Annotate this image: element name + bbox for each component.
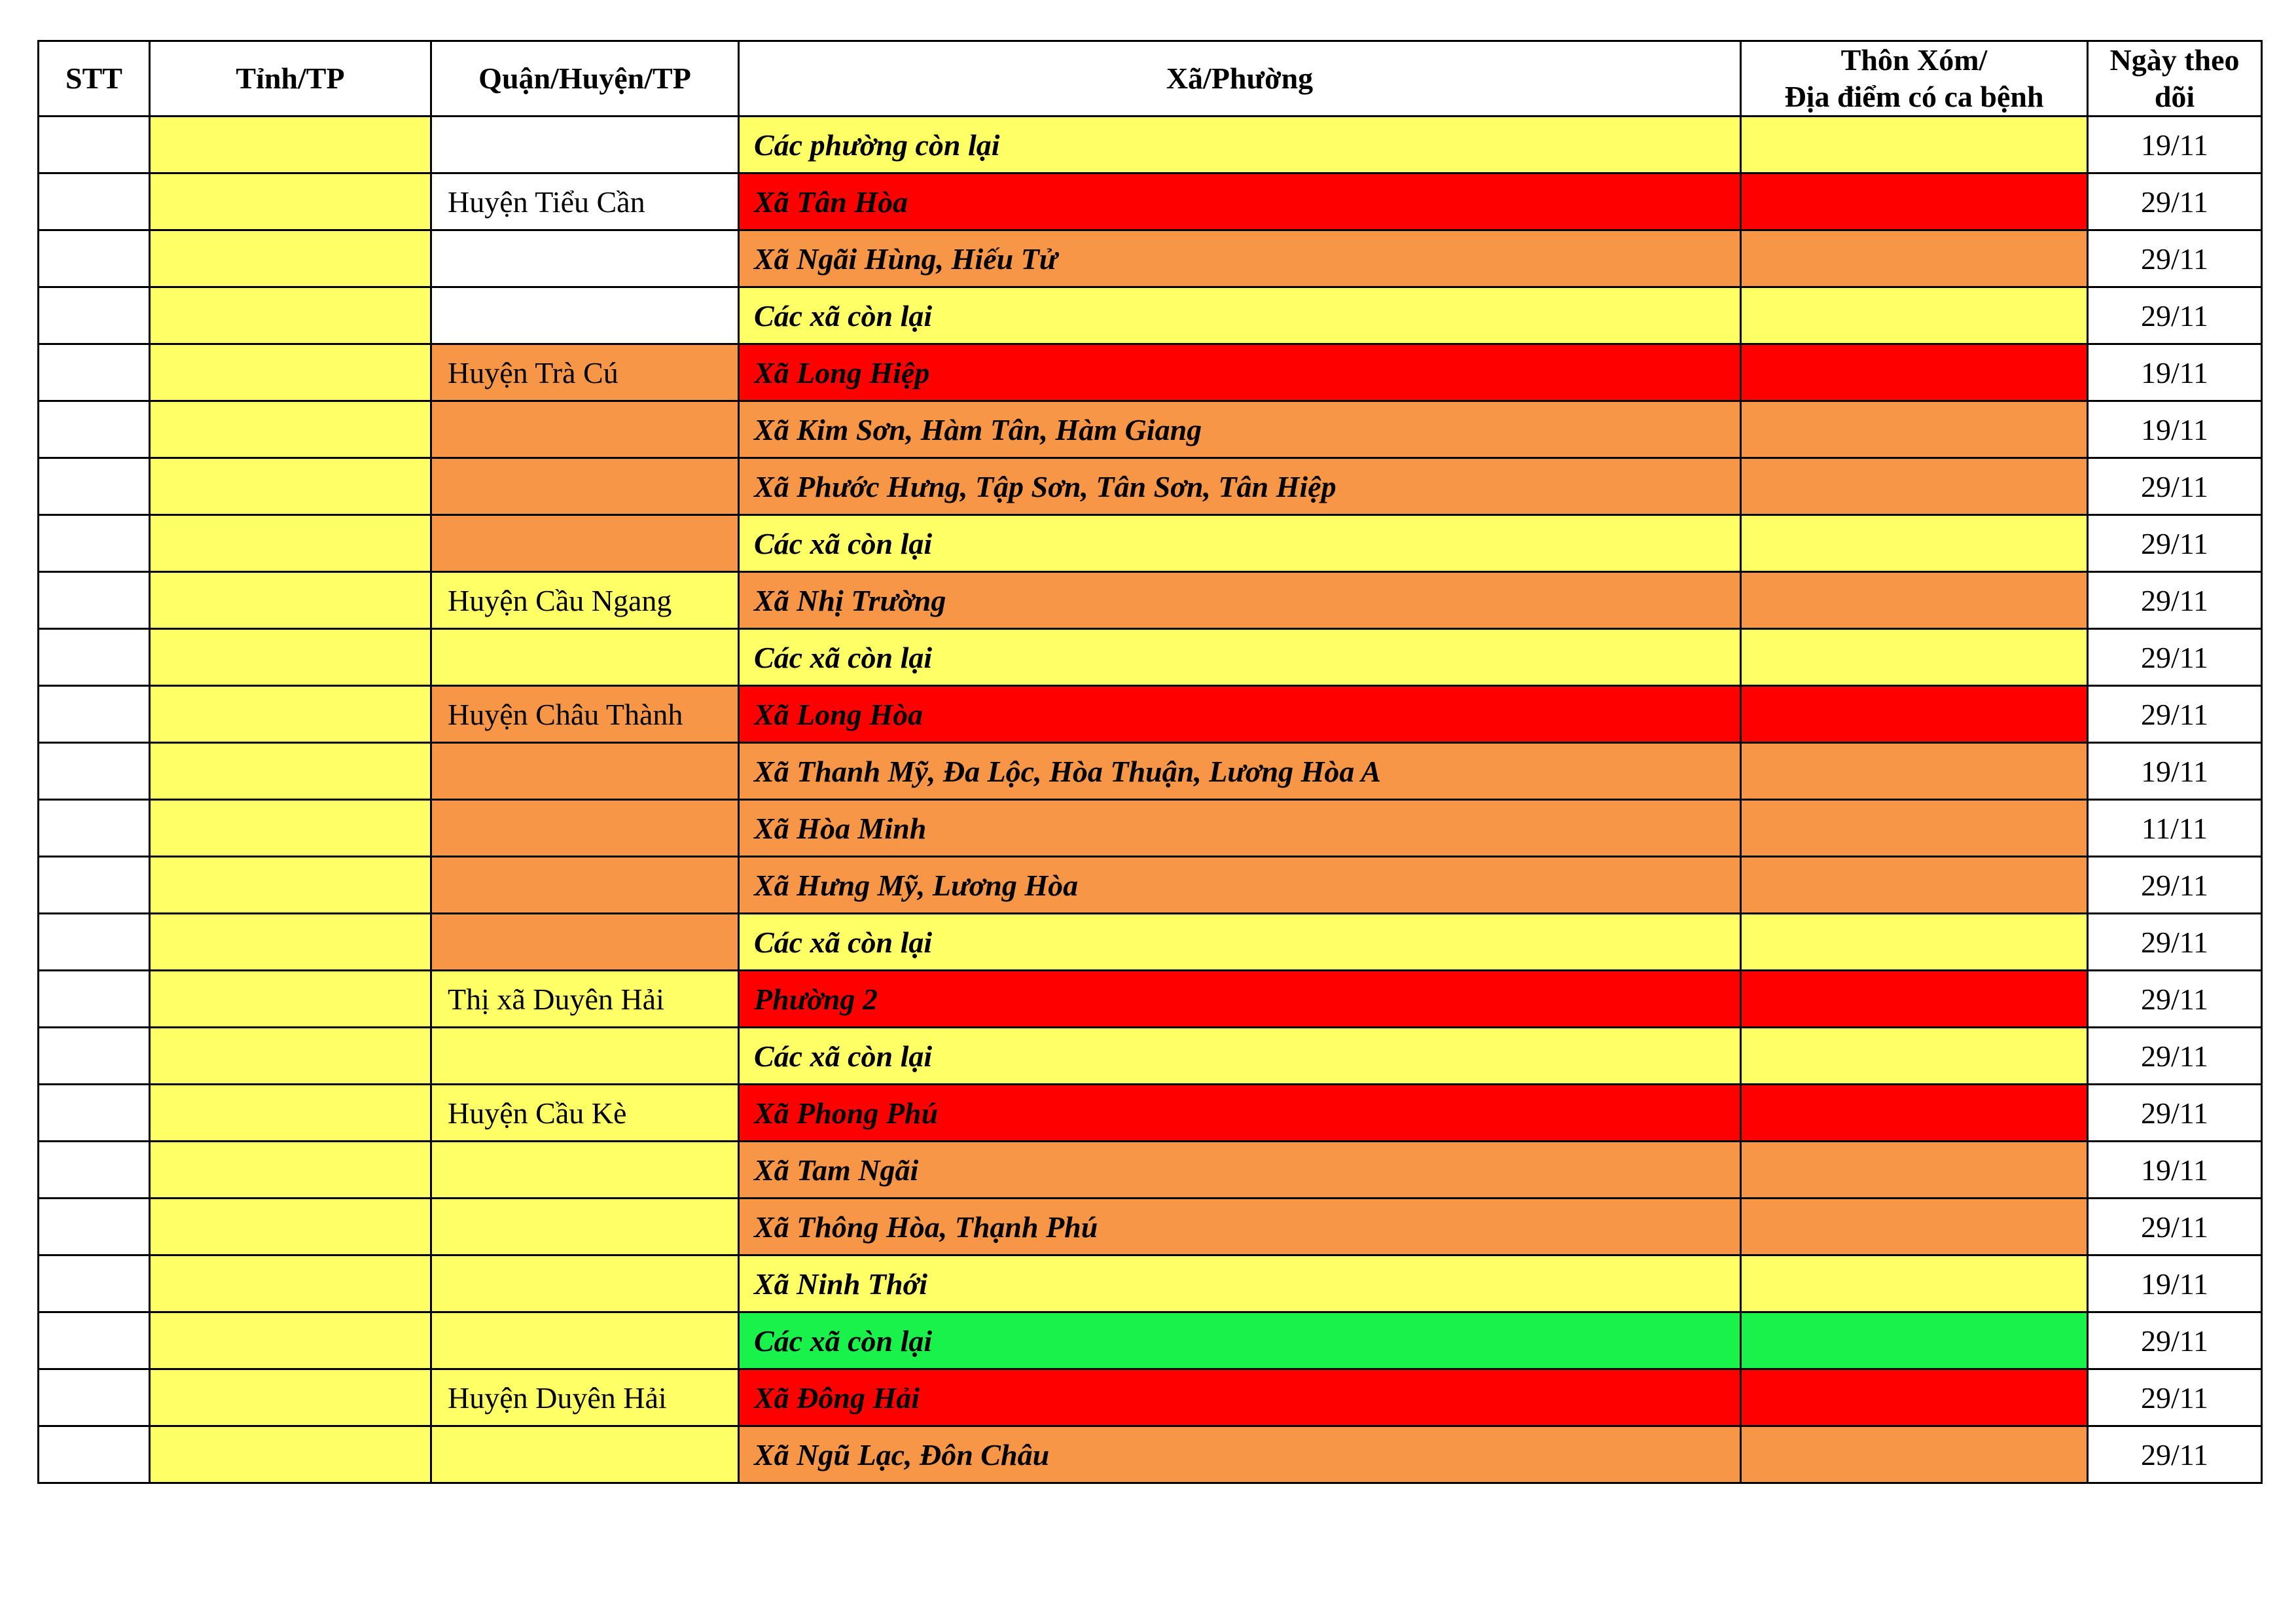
location-cell [1741,686,2088,743]
stt-cell [39,800,150,857]
location-cell [1741,800,2088,857]
table-row [39,117,2262,173]
district-cell [431,1426,739,1483]
table-row [39,1028,2262,1085]
stt-cell [39,515,150,572]
province-cell [150,1426,431,1483]
stt-cell [39,117,150,173]
ward-cell: Các xã còn lại [739,1028,1741,1085]
district-cell [431,857,739,914]
district-cell [431,401,739,458]
header-date [2088,41,2262,117]
ward-cell: Xã Ngãi Hùng, Hiếu Tử [739,230,1741,287]
district-cell: Huyện Châu Thành [431,686,739,743]
date-cell: 29/11 [2088,572,2262,629]
table-row [39,515,2262,572]
date-cell: 29/11 [2088,230,2262,287]
ward-cell: Các xã còn lại [739,287,1741,344]
location-cell [1741,1028,2088,1085]
district-cell: Huyện Cầu Kè [431,1085,739,1142]
location-cell [1741,1369,2088,1426]
date-cell: 29/11 [2088,287,2262,344]
date-cell: 29/11 [2088,914,2262,971]
date-cell: 29/11 [2088,971,2262,1028]
table-row [39,230,2262,287]
location-cell [1741,1199,2088,1255]
header-location [1741,41,2088,117]
stt-cell [39,629,150,686]
stt-cell [39,1199,150,1255]
district-cell [431,1255,739,1312]
header-district: Quận/Huyện/TP [431,41,739,117]
table-row [39,914,2262,971]
date-cell: 11/11 [2088,800,2262,857]
province-cell [150,173,431,230]
ward-cell: Xã Tân Hòa [739,173,1741,230]
province-cell [150,629,431,686]
header-stt: STT [39,41,150,117]
district-cell [431,1142,739,1199]
province-cell [150,1255,431,1312]
stt-cell [39,458,150,515]
province-cell [150,800,431,857]
stt-cell [39,1312,150,1369]
table-row [39,686,2262,743]
stt-cell [39,401,150,458]
location-cell [1741,230,2088,287]
table-row [39,572,2262,629]
date-cell: 19/11 [2088,1255,2262,1312]
district-cell [431,1312,739,1369]
stt-cell [39,971,150,1028]
ward-cell: Xã Thông Hòa, Thạnh Phú [739,1199,1741,1255]
district-cell: Huyện Duyên Hải [431,1369,739,1426]
district-cell [431,230,739,287]
district-cell [431,458,739,515]
ward-cell: Các xã còn lại [739,1312,1741,1369]
stt-cell [39,1028,150,1085]
province-cell [150,1142,431,1199]
location-cell [1741,1255,2088,1312]
date-cell: 29/11 [2088,629,2262,686]
province-cell [150,914,431,971]
ward-cell: Xã Hưng Mỹ, Lương Hòa [739,857,1741,914]
district-cell [431,515,739,572]
ward-cell: Xã Ninh Thới [739,1255,1741,1312]
header-location-line1: Thôn Xóm/ [1840,43,1988,77]
location-cell [1741,572,2088,629]
location-cell [1741,1142,2088,1199]
location-cell [1741,287,2088,344]
stt-cell [39,857,150,914]
location-cell [1741,971,2088,1028]
table-row [39,287,2262,344]
stt-cell [39,686,150,743]
district-cell [431,287,739,344]
date-cell: 29/11 [2088,1199,2262,1255]
date-cell: 29/11 [2088,1312,2262,1369]
district-cell [431,743,739,800]
ward-cell: Xã Phước Hưng, Tập Sơn, Tân Sơn, Tân Hiệp [739,458,1741,515]
stt-cell [39,1255,150,1312]
stt-cell [39,1369,150,1426]
district-cell [431,629,739,686]
table-row [39,1142,2262,1199]
location-cell [1741,914,2088,971]
district-cell: Huyện Tiểu Cần [431,173,739,230]
ward-cell: Xã Nhị Trường [739,572,1741,629]
table-row [39,458,2262,515]
table-row [39,1085,2262,1142]
table-row [39,1369,2262,1426]
stt-cell [39,1142,150,1199]
province-cell [150,1199,431,1255]
ward-cell: Xã Thanh Mỹ, Đa Lộc, Hòa Thuận, Lương Hòa A [739,743,1741,800]
province-cell [150,344,431,401]
location-cell [1741,1312,2088,1369]
location-cell [1741,743,2088,800]
stt-cell [39,230,150,287]
province-cell [150,1028,431,1085]
table-row [39,629,2262,686]
location-cell [1741,1426,2088,1483]
stt-cell [39,914,150,971]
ward-cell: Xã Long Hòa [739,686,1741,743]
province-cell [150,743,431,800]
ward-cell: Xã Phong Phú [739,1085,1741,1142]
date-cell: 29/11 [2088,1085,2262,1142]
table-row [39,743,2262,800]
table-row [39,857,2262,914]
header-ward: Xã/Phường [739,41,1741,117]
date-cell: 19/11 [2088,1142,2262,1199]
date-cell: 29/11 [2088,515,2262,572]
location-cell [1741,344,2088,401]
location-cell [1741,857,2088,914]
table-row [39,1255,2262,1312]
ward-cell: Xã Kim Sơn, Hàm Tân, Hàm Giang [739,401,1741,458]
table-row [39,173,2262,230]
header-date-line1: Ngày theo [2109,43,2240,77]
province-cell [150,971,431,1028]
district-cell: Huyện Cầu Ngang [431,572,739,629]
ward-cell: Xã Hòa Minh [739,800,1741,857]
table-row [39,1199,2262,1255]
ward-cell: Xã Long Hiệp [739,344,1741,401]
location-cell [1741,401,2088,458]
date-cell: 19/11 [2088,743,2262,800]
province-cell [150,515,431,572]
ward-cell: Xã Ngũ Lạc, Đôn Châu [739,1426,1741,1483]
ward-cell: Các xã còn lại [739,515,1741,572]
district-cell [431,1028,739,1085]
table-body [39,117,2262,1483]
date-cell: 29/11 [2088,686,2262,743]
district-cell [431,117,739,173]
table-header [39,41,2262,117]
table-row [39,800,2262,857]
date-cell: 19/11 [2088,117,2262,173]
date-cell: 19/11 [2088,344,2262,401]
date-cell: 29/11 [2088,1426,2262,1483]
header-province: Tỉnh/TP [150,41,431,117]
date-cell: 29/11 [2088,173,2262,230]
header-location-line2: Địa điểm có ca bệnh [1784,80,2044,113]
province-cell [150,857,431,914]
stt-cell [39,287,150,344]
province-cell [150,230,431,287]
ward-cell: Các xã còn lại [739,914,1741,971]
location-cell [1741,629,2088,686]
ward-cell: Xã Tam Ngãi [739,1142,1741,1199]
district-cell [431,1199,739,1255]
ward-cell: Các xã còn lại [739,629,1741,686]
province-cell [150,1085,431,1142]
province-cell [150,1369,431,1426]
district-cell: Huyện Trà Cú [431,344,739,401]
ward-cell: Phường 2 [739,971,1741,1028]
stt-cell [39,173,150,230]
table-row [39,971,2262,1028]
stt-cell [39,1085,150,1142]
header-date-line2: dõi [2154,80,2195,113]
risk-level-table [37,40,2263,1484]
stt-cell [39,743,150,800]
table-row [39,1312,2262,1369]
location-cell [1741,515,2088,572]
province-cell [150,458,431,515]
location-cell [1741,1085,2088,1142]
district-cell: Thị xã Duyên Hải [431,971,739,1028]
date-cell: 29/11 [2088,857,2262,914]
district-cell [431,800,739,857]
location-cell [1741,458,2088,515]
stt-cell [39,344,150,401]
province-cell [150,401,431,458]
province-cell [150,1312,431,1369]
location-cell [1741,117,2088,173]
province-cell [150,117,431,173]
ward-cell: Xã Đông Hải [739,1369,1741,1426]
province-cell [150,572,431,629]
province-cell [150,287,431,344]
stt-cell [39,572,150,629]
header-row [39,41,2262,117]
date-cell: 29/11 [2088,1028,2262,1085]
ward-cell: Các phường còn lại [739,117,1741,173]
stt-cell [39,1426,150,1483]
date-cell: 29/11 [2088,1369,2262,1426]
date-cell: 19/11 [2088,401,2262,458]
table-row [39,1426,2262,1483]
location-cell [1741,173,2088,230]
table-row [39,344,2262,401]
province-cell [150,686,431,743]
table-row [39,401,2262,458]
date-cell: 29/11 [2088,458,2262,515]
district-cell [431,914,739,971]
